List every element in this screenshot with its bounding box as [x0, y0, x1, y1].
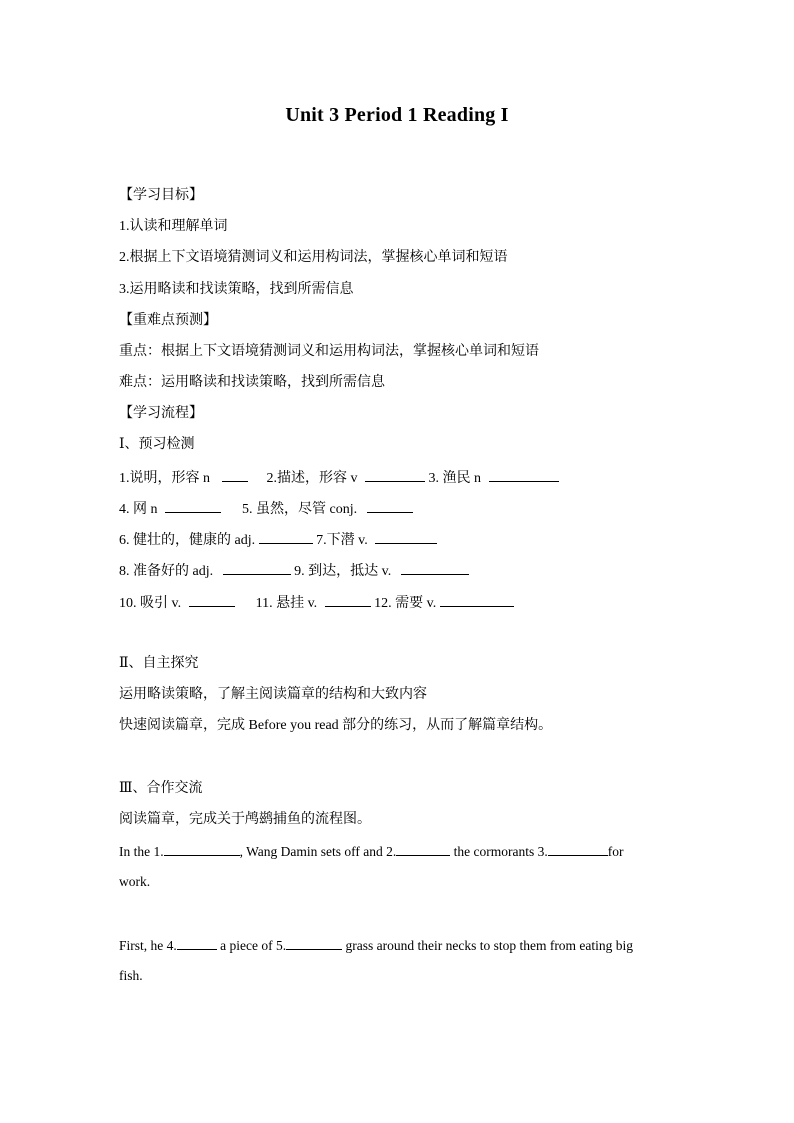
- flow-paragraph-1: [119, 841, 624, 862]
- flow-paragraph-1-cont: work.: [119, 874, 151, 889]
- flow-blank-3[interactable]: [548, 841, 608, 856]
- objective-item-3: 3.运用略读和找读策略，找到所需信息: [119, 282, 354, 297]
- vocab-item-8-blank[interactable]: [223, 560, 291, 575]
- vocab-row-5: [119, 592, 514, 614]
- flow-p1-text-b: , Wang Damin sets off and 2.: [239, 844, 397, 859]
- vocab-item-4-blank[interactable]: [165, 498, 221, 513]
- objective-item-2: 2.根据上下文语境猜测词义和运用构词法，掌握核心单词和短语: [119, 250, 508, 265]
- section3-intro: 阅读篇章，完成关于鸬鹚捕鱼的流程图。: [119, 812, 371, 827]
- flow-blank-5[interactable]: [286, 935, 342, 950]
- vocab-item-9-label: 9. 到达，抵达 v.: [294, 564, 392, 579]
- vocab-item-10-blank[interactable]: [189, 592, 235, 607]
- section2-line-2: 快速阅读篇章，完成 Before you read 部分的练习，从而了解篇章结构。: [119, 718, 553, 733]
- flow-paragraph-2-cont: fish.: [119, 968, 143, 983]
- vocab-item-1-label: 1.说明，形容 n: [119, 471, 210, 486]
- vocab-item-7-blank[interactable]: [375, 529, 437, 544]
- flow-blank-2[interactable]: [396, 841, 450, 856]
- key-points-heading: 【重难点预测】: [119, 313, 217, 328]
- vocab-item-3-label: 3. 渔民 n: [428, 471, 481, 486]
- vocab-item-6-blank[interactable]: [259, 529, 313, 544]
- key-point-text: 重点：根据上下文语境猜测词义和运用构词法，掌握核心单词和短语: [119, 344, 539, 359]
- section2-line-1: 运用略读策略，了解主阅读篇章的结构和大致内容: [119, 687, 427, 702]
- flow-p1-text-a: In the 1.: [119, 844, 164, 859]
- vocab-item-8-label: 8. 准备好的 adj.: [119, 564, 214, 579]
- page-title: Unit 3 Period 1 Reading I: [285, 104, 509, 126]
- vocab-item-2-blank[interactable]: [365, 467, 425, 482]
- vocab-item-11-label: 11. 悬挂 v.: [255, 596, 318, 611]
- section2-heading: Ⅱ、自主探究: [119, 656, 199, 671]
- vocab-item-9-blank[interactable]: [401, 560, 469, 575]
- flow-paragraph-2: [119, 935, 633, 956]
- flow-p1-text-d: for: [607, 844, 624, 859]
- vocab-item-6-label: 6. 健壮的，健康的 adj.: [119, 533, 256, 548]
- objectives-heading: 【学习目标】: [119, 188, 203, 203]
- flow-blank-4[interactable]: [177, 935, 217, 950]
- vocab-item-3-blank[interactable]: [489, 467, 559, 482]
- flow-p1-text-c: the cormorants 3.: [450, 844, 548, 859]
- vocab-item-5-blank[interactable]: [367, 498, 413, 513]
- vocab-item-7-label: 7.下潜 v.: [316, 533, 368, 548]
- vocab-row-1: [119, 467, 559, 489]
- vocab-item-2-label: 2.描述，形容 v: [266, 471, 358, 486]
- objective-item-1: 1.认读和理解单词: [119, 219, 228, 234]
- difficult-point-text: 难点：运用略读和找读策略，找到所需信息: [119, 375, 385, 390]
- flow-blank-1[interactable]: [164, 841, 240, 856]
- vocab-row-4: [119, 560, 469, 582]
- vocab-item-5-label: 5. 虽然，尽管 conj.: [242, 502, 358, 517]
- vocab-item-10-label: 10. 吸引 v.: [119, 596, 182, 611]
- vocab-item-12-label: 12. 需要 v.: [374, 596, 437, 611]
- vocab-item-11-blank[interactable]: [325, 592, 371, 607]
- section1-heading: Ⅰ、预习检测: [119, 437, 195, 452]
- section3-heading: Ⅲ、合作交流: [119, 781, 203, 796]
- vocab-row-3: [119, 529, 437, 551]
- flow-p2-text-a: First, he 4.: [119, 938, 177, 953]
- vocab-item-4-label: 4. 网 n: [119, 502, 158, 517]
- flow-p2-text-b: a piece of 5.: [216, 938, 287, 953]
- process-heading: 【学习流程】: [119, 406, 203, 421]
- vocab-row-2: [119, 498, 413, 520]
- vocab-item-12-blank[interactable]: [440, 592, 514, 607]
- vocab-item-1-blank[interactable]: [222, 467, 248, 482]
- flow-p2-text-c: grass around their necks to stop them from eating big: [342, 938, 634, 953]
